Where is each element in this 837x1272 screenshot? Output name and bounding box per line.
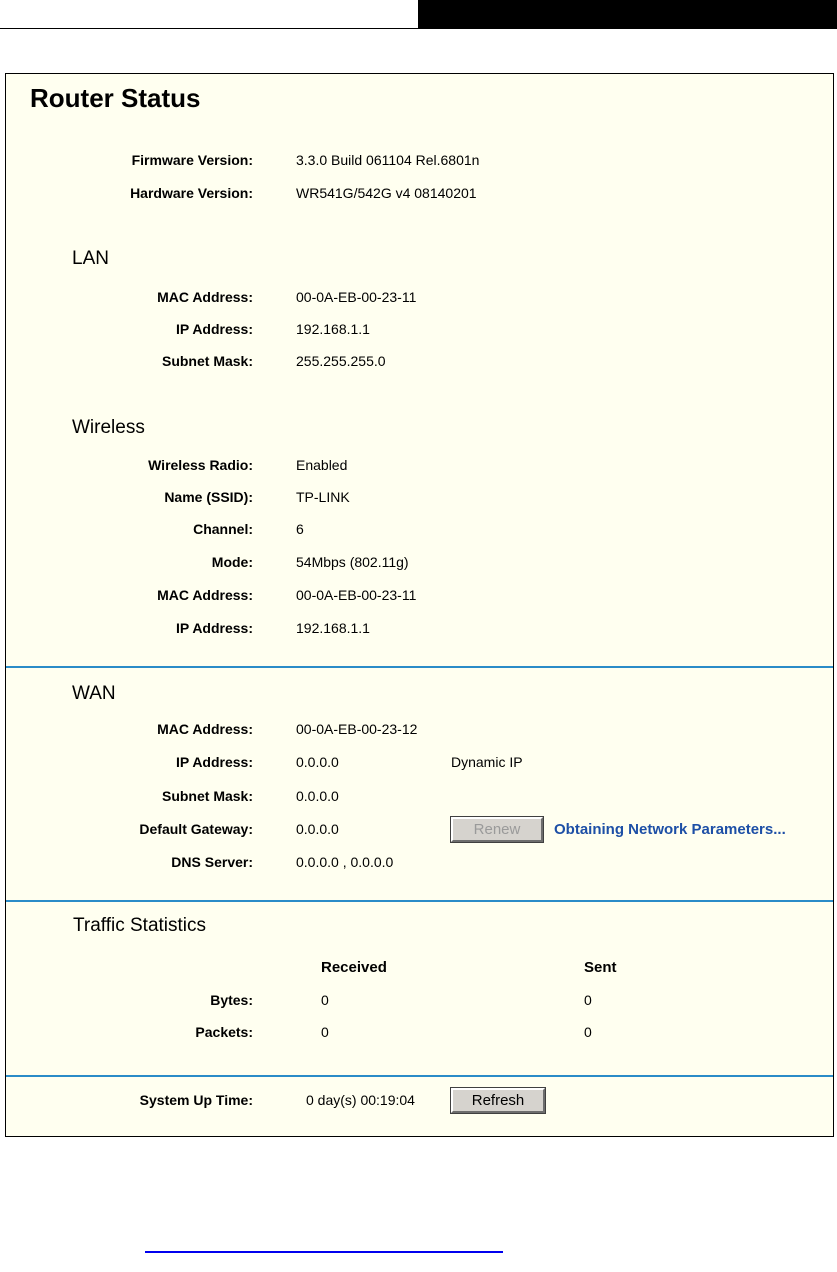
lan-subnet-value: 255.255.255.0 — [296, 353, 386, 369]
wan-divider — [6, 666, 833, 668]
wireless-ssid-label: Name (SSID): — [164, 489, 253, 505]
lan-ip-label: IP Address: — [175, 321, 253, 337]
wireless-mac-label: MAC Address: — [157, 587, 253, 603]
wan-connection-type: Dynamic IP — [451, 754, 523, 770]
wireless-section-title: Wireless — [72, 417, 145, 438]
uptime-value: 0 day(s) 00:19:04 — [306, 1092, 415, 1108]
bytes-received-value: 0 — [321, 992, 329, 1008]
wireless-ip-label: IP Address: — [175, 620, 253, 636]
wireless-radio-value: Enabled — [296, 457, 348, 473]
packets-label: Packets: — [195, 1024, 253, 1040]
renew-button[interactable]: Renew — [451, 817, 543, 842]
refresh-button[interactable]: Refresh — [451, 1088, 545, 1113]
wireless-ip-value: 192.168.1.1 — [296, 620, 370, 636]
wan-dns-value: 0.0.0.0 , 0.0.0.0 — [296, 854, 394, 870]
traffic-divider — [6, 900, 833, 902]
hardware-version-label: Hardware Version: — [130, 185, 253, 201]
footer-link-underline[interactable] — [145, 1251, 503, 1253]
wan-subnet-value: 0.0.0.0 — [296, 788, 339, 804]
lan-subnet-label: Subnet Mask: — [161, 353, 253, 369]
wireless-ssid-value: TP-LINK — [296, 489, 350, 505]
wan-dns-label: DNS Server: — [171, 854, 253, 870]
wireless-mode-value: 54Mbps (802.11g) — [296, 554, 409, 570]
firmware-version-label: Firmware Version: — [131, 152, 253, 168]
sent-column-header: Sent — [584, 959, 617, 976]
traffic-section-title: Traffic Statistics — [73, 915, 207, 936]
wan-mac-label: MAC Address: — [157, 721, 253, 737]
wireless-channel-value: 6 — [296, 521, 304, 537]
lan-mac-label: MAC Address: — [157, 289, 253, 305]
wireless-channel-label: Channel: — [193, 521, 253, 537]
uptime-divider — [6, 1075, 833, 1077]
received-column-header: Received — [321, 959, 387, 976]
wan-ip-label: IP Address: — [175, 754, 253, 770]
wan-section-title: WAN — [72, 683, 116, 704]
router-status-panel — [5, 73, 834, 1137]
wan-subnet-label: Subnet Mask: — [161, 788, 253, 804]
lan-mac-value: 00-0A-EB-00-23-11 — [296, 289, 417, 305]
lan-section-title: LAN — [72, 248, 109, 269]
lan-ip-value: 192.168.1.1 — [296, 321, 370, 337]
wireless-radio-label: Wireless Radio: — [148, 457, 253, 473]
uptime-label: System Up Time: — [139, 1092, 253, 1108]
wan-mac-value: 00-0A-EB-00-23-12 — [296, 721, 418, 737]
bytes-sent-value: 0 — [584, 992, 592, 1008]
bytes-label: Bytes: — [210, 992, 253, 1008]
wan-ip-value: 0.0.0.0 — [296, 754, 339, 770]
firmware-version-value: 3.3.0 Build 061104 Rel.6801n — [296, 152, 480, 168]
wireless-mode-label: Mode: — [211, 554, 253, 570]
header-rule — [0, 28, 837, 29]
wan-gateway-label: Default Gateway: — [139, 821, 253, 837]
wan-status-text: Obtaining Network Parameters... — [554, 821, 786, 838]
header-black-bar — [418, 0, 837, 28]
hardware-version-value: WR541G/542G v4 08140201 — [296, 185, 477, 201]
packets-sent-value: 0 — [584, 1024, 592, 1040]
packets-received-value: 0 — [321, 1024, 329, 1040]
page-title: Router Status — [30, 83, 201, 113]
wan-gateway-value: 0.0.0.0 — [296, 821, 339, 837]
wireless-mac-value: 00-0A-EB-00-23-11 — [296, 587, 417, 603]
